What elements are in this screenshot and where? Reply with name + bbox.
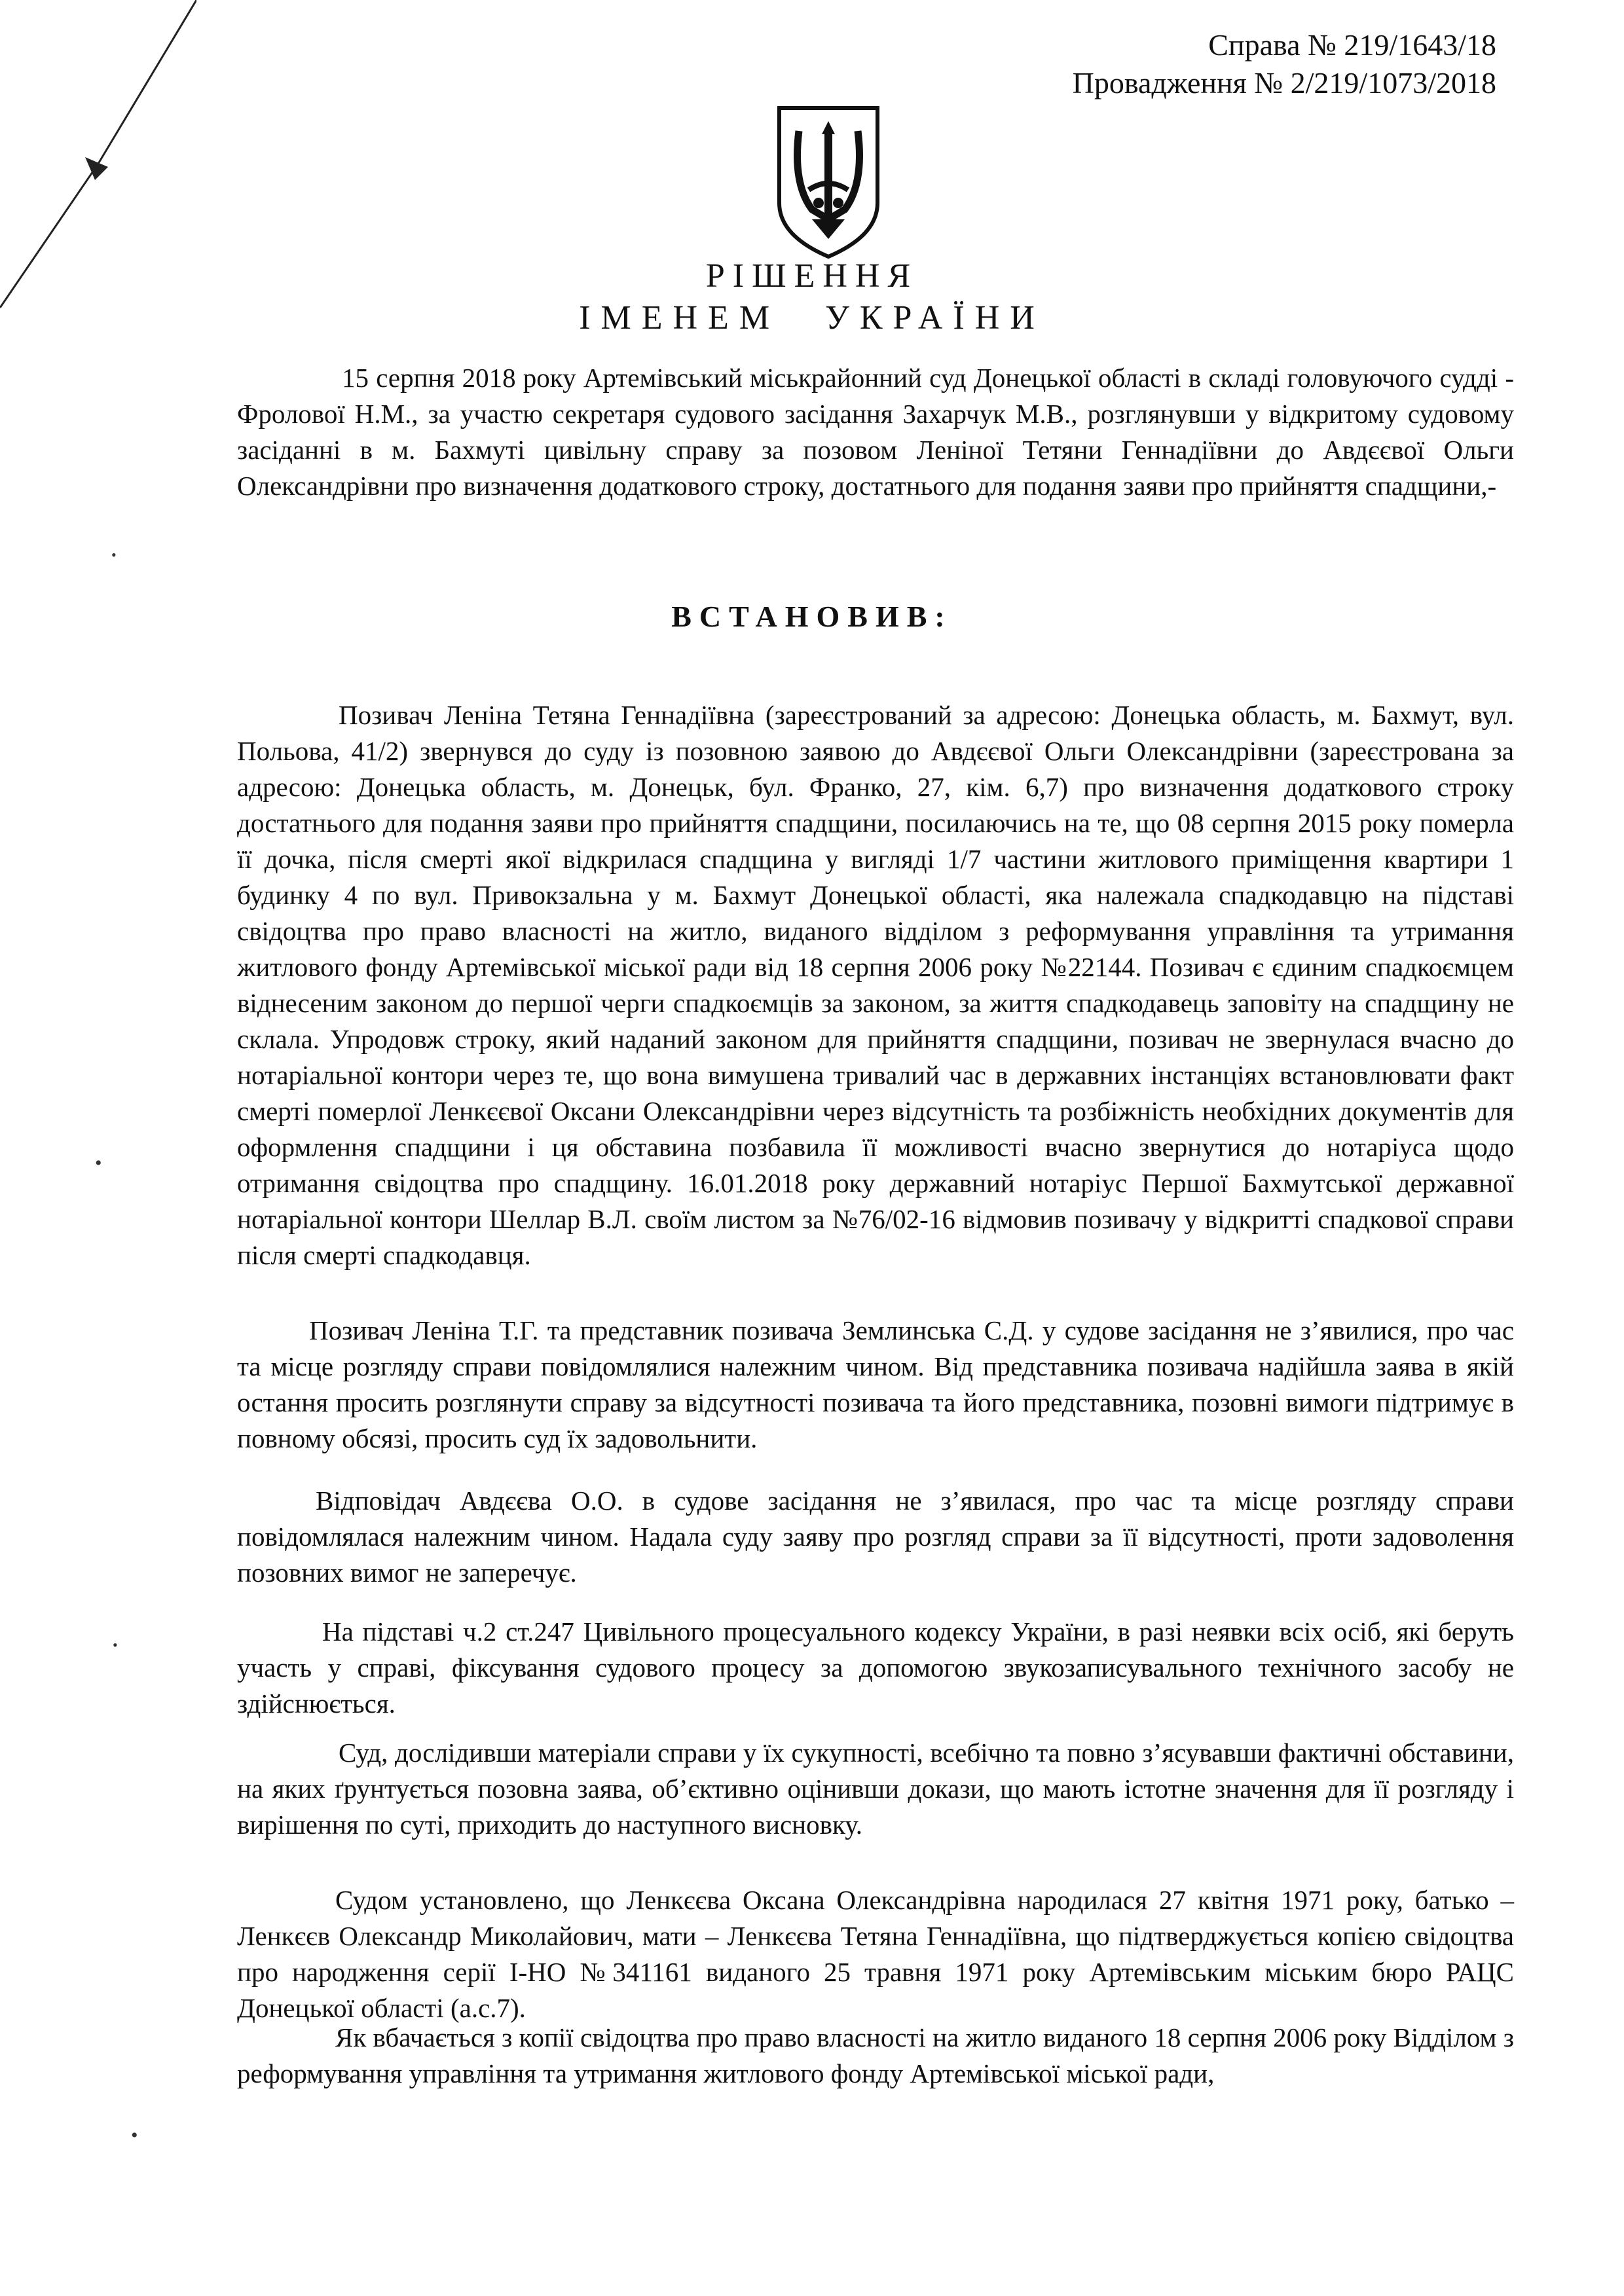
margin-mark: • [113,1637,118,1653]
document-title [0,255,1624,339]
paragraph-claim: Позивач Леніна Тетяна Геннадіївна (зареєстрований за адресою: Донецька область, м. Бахмут, вул. Польова, 41/2) звернувся до суду із позовною заявою до Авдєєвої Ольги Олександрівни (зареєстрована за адресою: Донецька область, м. Донецьк, бул. Франко, 27, кім. 6,7) про визначення додаткового строку достатнього для подання заяви про прийняття спадщини, посилаючись на те, що 08 серпня 2015 року померла її дочка, після смерті якої відкрилася спадщина у вигляді 1/7 частини житлового приміщення квартири 1 будинку 4 по вул. Привокзальна у м. Бахмут Донецької області, яка належала спадкодавцю на підставі свідоцтва про право власності на житло, виданого відділом з реформування управління та утримання житлового фонду Артемівської міської ради від 18 серпня 2006 року №22144. Позивач є єдиним спадкоємцем віднесеним законом до першої черги спадкоємців за законом, за життя спадкодавець заповіту на спадщину не склала. Упродовж строку, який наданий законом для прийняття спадщини, позивач не звернулася вчасно до нотаріальної контори через те, що вона вимушена тривалий час в державних інстанціях встановлювати факт смерті померлої Ленкєєвої Оксани Олександрівни через відсутність та розбіжність необхідних документів для оформлення спадщини і ця обставина позбавила її можливості вчасно звернутися до нотаріуса щодо отримання свідоцтва про спадщину. 16.01.2018 року державний нотаріус Першої Бахмутської державної нотаріальної контори Шеллар В.Л. своїм листом за №76/02-16 відмовив позивачу у відкритті спадкової справи після смерті спадкодавця. [237,700,1514,1270]
paragraph-findings: Судом установлено, що Ленкєєва Оксана Олександрівна народилася 27 квітня 1971 року, батько – Ленкєєв Олександр Миколайович, мати – Ленкєєва Тетяна Геннадіївна, що підтверджується копією свідоцтва про народження серії І-НО №341161 виданого 25 травня 1971 року Артемівським міським бюро РАЦС Донецької області (а.с.7). [237,1885,1514,2023]
title-in-name-of-ukraine: ІМЕНЕМ УКРАЇНИ [579,299,1045,337]
trident-coat-of-arms-icon [773,105,884,262]
section-heading: ВСТАНОВИВ: [671,600,953,633]
intro-paragraph: 15 серпня 2018 року Артемівський міськрайонний суд Донецької області в складі головуючого судді - Фролової Н.М., за участю секретаря судового засідання Захарчук М.В., розглянувши у відкритому судовому засіданні в м. Бахмуті цивільну справу за позовом Леніної Тетяни Геннадіївни до Авдєєвої Ольги Олександрівни про визначення додаткового строку, достатнього для подання заяви про прийняття спадщини,- [237,363,1514,501]
paragraph-plaintiff-absence: Позивач Леніна Т.Г. та представник позивача Землинська С.Д. у судове засідання не з’явилися, про час та місце розгляду справи повідомлялися належним чином. Від представника позивача надійшла заява в якій остання просить розглянути справу за відсутності позивача та його представника, позовні вимоги підтримує в повному обсязі, просить суд їх задовольнити. [237,1315,1514,1453]
paragraph-ownership: Як вбачається з копії свідоцтва про право власності на житло виданого 18 серпня 2006 року Відділом з реформування управління та утримання житлового фонду Артемівської міської ради, [237,2022,1514,2088]
case-number: Справа № 219/1643/18 [1208,28,1496,62]
title-decision: РІШЕННЯ [705,257,919,295]
paragraph-court-review: Суд, дослідивши матеріали справи у їх сукупності, всебічно та повно з’ясувавши фактичні обставини, на яких ґрунтується позовна заява, об’єктивно оцінивши докази, що мають істотне значення для її розгляду і вирішення по суті, приходить до наступного висновку. [237,1738,1514,1840]
margin-mark: • [95,1152,102,1174]
paragraph-procedure: На підставі ч.2 ст.247 Цивільного процесуального кодексу України, в разі неявки всіх осіб, які беруть участь у справі, фіксування судового процесу за допомогою звукозаписувального технічного засобу не здійснюється. [237,1616,1514,1719]
margin-mark: • [131,2124,138,2146]
margin-mark: • [111,547,117,563]
case-info [1073,26,1496,102]
proceeding-number: Провадження № 2/219/1073/2018 [1072,66,1496,100]
paragraph-defendant: Відповідач Авдєєва О.О. в судове засідання не з’явилася, про час та місце розгляду справи повідомлялася належним чином. Надала суду заяву про розгляд справи за її відсутності, проти задоволення позовних вимог не заперечує. [237,1485,1514,1588]
